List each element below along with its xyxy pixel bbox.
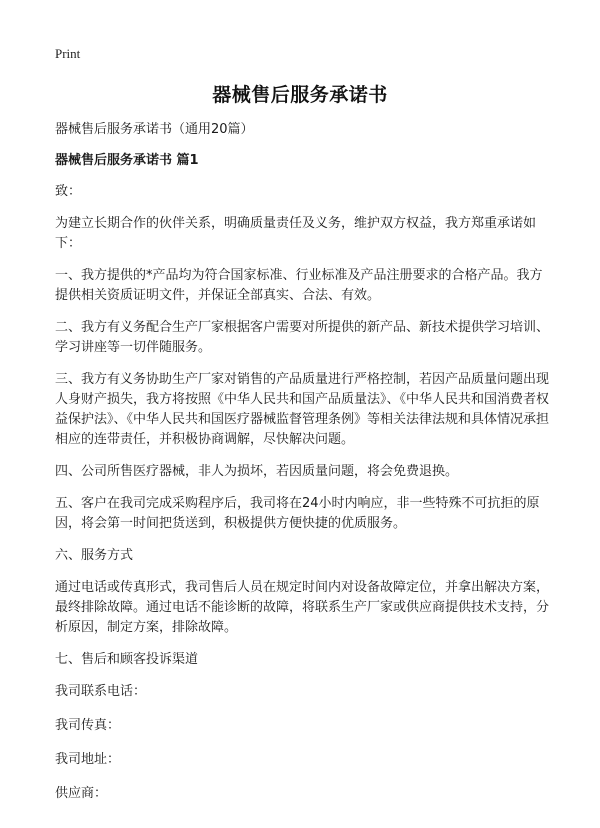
clause-3: 三、我方有义务协助生产厂家对销售的产品质量进行严格控制，若因产品质量问题出现人身财产损失，我方将按照《中华人民共和国产品质量法》、《中华人民共和国消费者权益保护法》、《中华人民共和国医疗器械监督管理条例》等相关法律法规和具体情况承担相应的连带责任，并积极协商调解，尽快解决问题。 [55, 372, 550, 447]
clause-5: 五、客户在我司完成采购程序后，我司将在24小时内响应，非一些特殊不可抗拒的原因，将会第一时间把货送到，积极提供方便快捷的优质服务。 [55, 496, 540, 531]
service-method-paragraph: 通过电话或传真形式，我司售后人员在规定时间内对设备故障定位，并拿出解决方案，最终排除故障。通过电话不能诊断的故障，将联系生产厂家或供应商提供技术支持，分析原因，制定方案，排除故障。 [55, 580, 550, 635]
clause-7-heading: 七、售后和顾客投诉渠道 [55, 652, 199, 667]
phone-field-label: 我司联系电话： [55, 684, 147, 699]
fax-field-label: 我司传真： [55, 718, 121, 733]
salutation: 致： [55, 184, 82, 199]
clause-4: 四、公司所售医疗器械，非人为损坏，若因质量问题，将会免费退换。 [55, 464, 459, 479]
clause-6-heading: 六、服务方式 [55, 548, 134, 563]
document-body [55, 120, 555, 818]
supplier-field-label: 供应商： [55, 786, 108, 801]
clause-1: 一、我方提供的*产品均为符合国家标准、行业标准及产品注册要求的合格产品。我方提供相关资质证明文件，并保证全部真实、合法、有效。 [55, 268, 543, 303]
address-field-label: 我司地址： [55, 752, 121, 767]
intro-paragraph: 为建立长期合作的伙伴关系，明确质量责任及义务，维护双方权益，我方郑重承诺如下： [55, 216, 537, 251]
section-heading: 器械售后服务承诺书 篇1 [55, 153, 199, 168]
page-title: 器械售后服务承诺书 [212, 84, 388, 106]
print-link[interactable]: Print [55, 46, 81, 61]
document-subtitle: 器械售后服务承诺书（通用20篇） [55, 122, 254, 137]
clause-2: 二、我方有义务配合生产厂家根据客户需要对所提供的新产品、新技术提供学习培训、学习讲座等一切伴随服务。 [55, 320, 550, 355]
